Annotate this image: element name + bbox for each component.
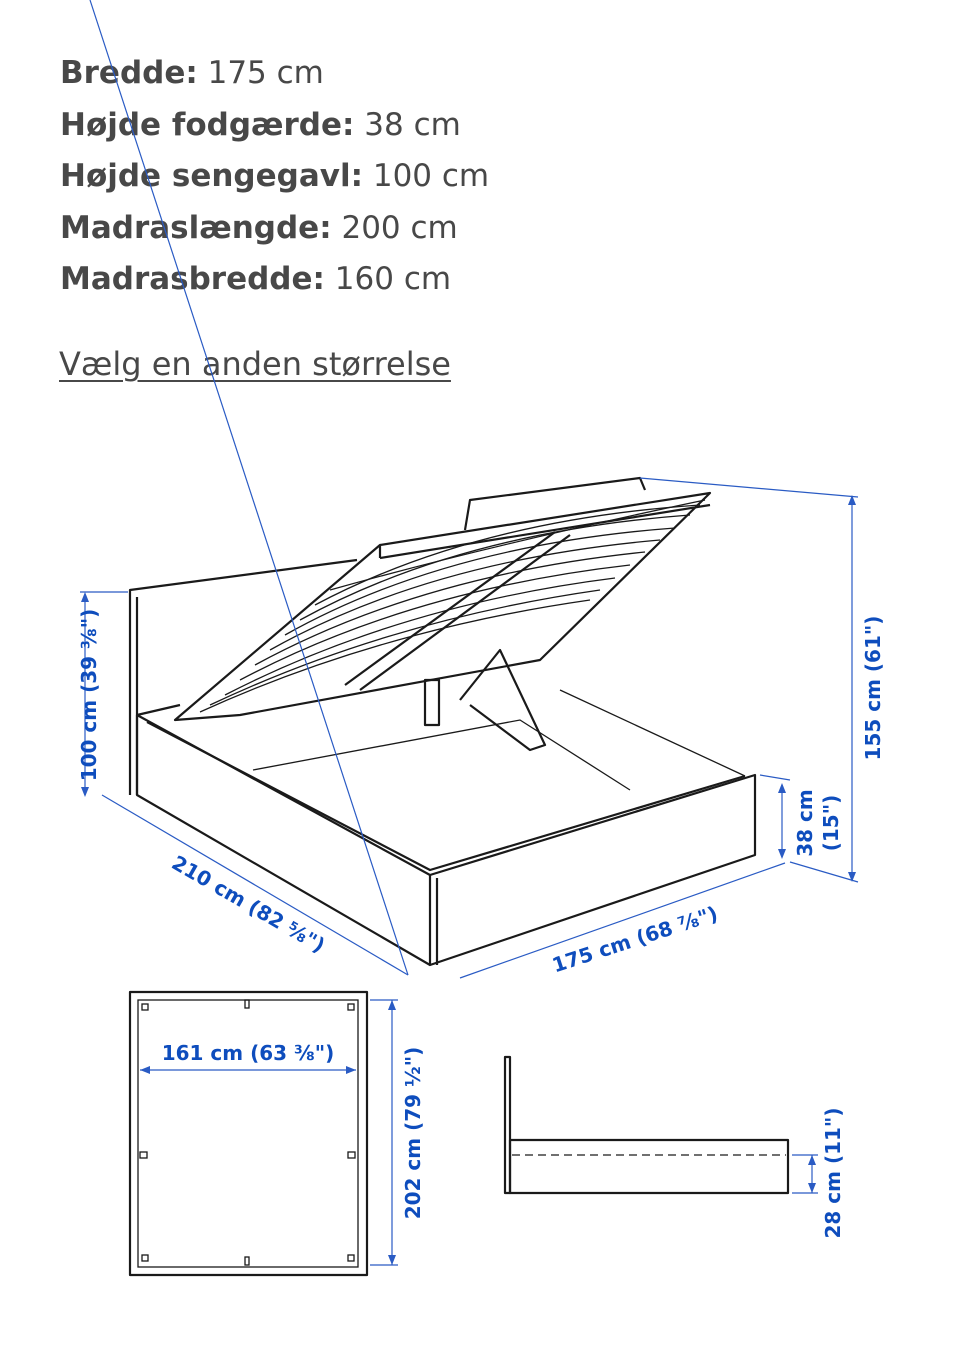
spec-value: 100 cm bbox=[372, 158, 490, 194]
bed-top-view bbox=[130, 992, 398, 1275]
inner-length-label: 202 cm (79 ½") bbox=[401, 1046, 425, 1220]
headboard-height-label: 100 cm (39 ⅜") bbox=[77, 608, 101, 782]
choose-other-size-link[interactable]: Vælg en anden størrelse bbox=[59, 345, 451, 383]
spec-value: 160 cm bbox=[334, 261, 452, 297]
spec-label: Madrasbredde: bbox=[60, 261, 325, 297]
spec-value: 200 cm bbox=[341, 209, 458, 246]
spec-label: Højde sengegavl: bbox=[60, 158, 363, 194]
spec-value: 175 cm bbox=[207, 55, 324, 91]
spec-value: 38 cm bbox=[364, 106, 461, 143]
under-clearance-label: 28 cm (11") bbox=[821, 1107, 845, 1239]
inner-width-label: 161 cm (63 ⅜") bbox=[161, 1041, 335, 1065]
footboard-height-in-label: (15") bbox=[819, 794, 843, 852]
dimension-lines bbox=[80, 0, 858, 978]
spec-label: Højde fodgærde: bbox=[60, 106, 355, 143]
total-height-label: 155 cm (61") bbox=[861, 615, 885, 761]
footboard-height-cm-label: 38 cm bbox=[793, 789, 817, 857]
length-label: 210 cm (82 ⅝") bbox=[167, 850, 330, 958]
bed-side-view bbox=[505, 1057, 818, 1193]
spec-label: Madraslængde: bbox=[60, 209, 332, 246]
width-label: 175 cm (68 ⅞") bbox=[549, 901, 721, 978]
spec-label: Bredde: bbox=[60, 55, 198, 91]
